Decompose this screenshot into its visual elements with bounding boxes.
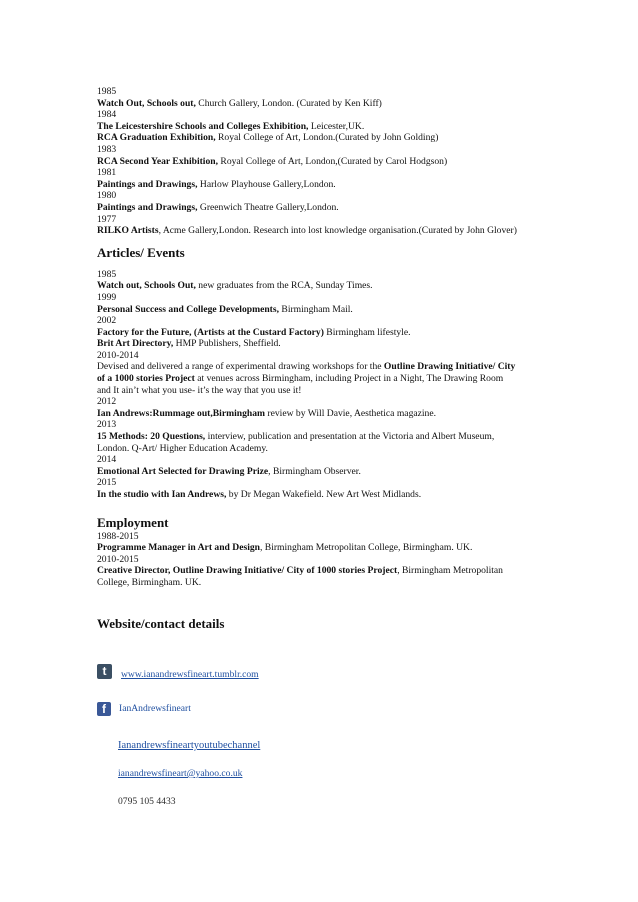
employment-year: 1988-2015 [97,530,139,542]
employment-section [97,531,537,589]
article-entry [97,361,517,396]
tumblr-icon[interactable]: t [97,664,112,679]
exhibition-entry [97,202,537,214]
exhibition-year: 1977 [97,213,117,225]
exhibition-entry [97,132,537,144]
article-year: 2014 [97,454,117,466]
exhibition-title: The Leicestershire Schools and Colleges Exhibition, [97,120,309,132]
exhibition-entry [97,225,537,237]
phone-number: 0795 105 4433 [118,796,176,807]
exhibition-detail: Harlow Playhouse Gallery,London. [197,178,336,190]
article-title: In the studio with Ian Andrews, [97,489,227,500]
article-detail: at venues across Birmingham, including Project in a Night, The Drawing Room and It ain’t what you use- it’s the way that you use it! [97,373,504,396]
article-year: 2002 [97,315,117,327]
facebook-link[interactable]: IanAndrewsfineart [119,703,191,714]
employment-year: 2010-2015 [97,553,139,565]
article-title: 15 Methods: 20 Questions, [97,431,206,443]
exhibition-detail: , Acme Gallery,London. Research into lost knowledge organisation.(Curated by John Glover) [158,225,517,237]
contact-heading: Website/contact details [97,616,225,631]
exhibition-entry [97,121,537,133]
article-title: Factory for the Future, (Artists at the Custard Factory) [97,326,324,338]
article-year: 2010-2014 [97,349,139,361]
article-year: 2012 [97,396,117,408]
contact-heading-wrap [97,616,224,632]
exhibition-year: 1983 [97,143,117,155]
article-entry [97,466,537,478]
exhibition-year: 1981 [97,167,117,179]
article-entry [97,431,517,454]
article-entry [97,280,537,292]
exhibitions-section [97,86,537,237]
article-title: Brit Art Directory, [97,338,174,350]
exhibition-entry [97,156,537,168]
exhibition-detail: Greenwich Theatre Gallery,London. [197,201,339,213]
exhibition-year: 1985 [97,86,117,97]
article-title: Emotional Art Selected for Drawing Prize [97,465,269,477]
article-year: 2015 [97,477,117,489]
exhibition-title: RCA Second Year Exhibition, [97,155,219,167]
employment-title: Creative Director, Outline Drawing Initiative/ City of 1000 stories Project [97,565,398,577]
exhibition-detail: Leicester,UK. [308,120,365,132]
document-body [97,86,537,589]
article-detail: new graduates from the RCA, Sunday Times. [195,280,373,292]
article-entry [97,338,537,350]
exhibition-entry [97,179,537,191]
exhibition-title: RILKO Artists [97,225,159,237]
employment-entry [97,565,517,588]
exhibition-detail: Church Gallery, London. (Curated by Ken Kiff) [195,97,382,109]
exhibition-year: 1984 [97,109,117,121]
exhibition-detail: Royal College of Art, London,(Curated by Carol Hodgson) [218,155,448,167]
article-detail: , Birmingham Observer. [268,465,361,477]
employment-heading: Employment [97,514,169,530]
article-title: Ian Andrews:Rummage out,Birmingham [97,407,265,419]
exhibition-title: RCA Graduation Exhibition, [97,132,216,144]
article-title: Watch out, Schools Out, [97,280,196,292]
articles-section [97,269,537,501]
article-entry [97,327,537,339]
article-entry [97,304,537,316]
article-entry [97,408,537,420]
article-detail: review by Will Davie, Aesthetica magazine. [265,407,436,419]
employment-detail: , Birmingham Metropolitan College, Birmingham. UK. [260,542,473,554]
exhibition-entry [97,98,537,110]
article-entry [97,489,537,501]
facebook-icon[interactable]: f [97,702,111,716]
article-pre: Devised and delivered a range of experimental drawing workshops for the [97,361,384,373]
email-link[interactable]: ianandrewsfineart@yahoo.co.uk [118,768,243,779]
article-year: 1999 [97,291,117,303]
article-year: 2013 [97,419,117,431]
article-title: Personal Success and College Developments, [97,303,280,315]
articles-heading: Articles/ Events [97,244,185,260]
article-detail: Birmingham lifestyle. [323,326,411,338]
exhibition-title: Paintings and Drawings, [97,201,198,213]
article-detail: Birmingham Mail. [279,303,353,315]
employment-title: Programme Manager in Art and Design [97,542,260,554]
article-year: 1985 [97,268,117,280]
article-detail: by Dr Megan Wakefield. New Art West Midlands. [226,489,422,500]
exhibition-detail: Royal College of Art, London.(Curated by John Golding) [215,132,439,144]
article-title: Outline Drawing Initiative/ City of a 1000 stories Project [97,361,516,385]
exhibition-title: Paintings and Drawings, [97,178,198,190]
article-detail: HMP Publishers, Sheffield. [173,338,281,350]
exhibition-title: Watch Out, Schools out, [97,97,196,109]
youtube-link[interactable]: Ianandrewsfineartyoutubechannel [118,740,261,751]
exhibition-year: 1980 [97,190,117,202]
tumblr-link[interactable]: www.ianandrewsfineart.tumblr.com [121,669,259,680]
article-detail: interview, publication and presentation at the Victoria and Albert Museum, London. Q-Art/ Higher Education Academy. [97,431,495,454]
employment-detail: , Birmingham Metropolitan College, Birmingham. UK. [97,565,503,588]
employment-entry [97,542,537,554]
